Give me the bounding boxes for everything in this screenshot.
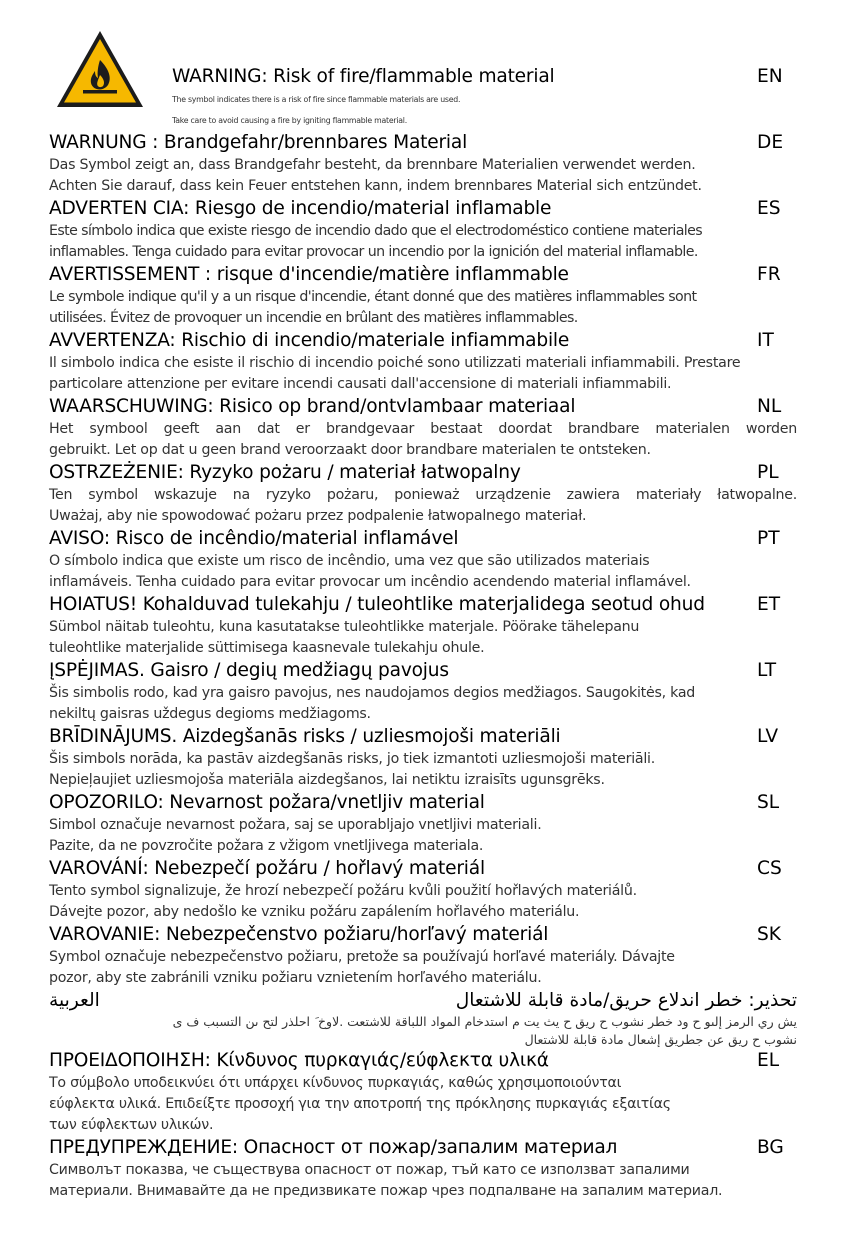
body-line: Uważaj, aby nie spowodować pożaru przez podpalenie łatwopalnego materiał. xyxy=(49,508,587,524)
body-line: Tento symbol signalizuje, že hrozí nebezpečí požáru kvůli použití hořlavých materiálů. xyxy=(49,883,637,899)
language-code: ET xyxy=(757,594,781,615)
body-line: tuleohtlike materjalide süttimisega kaasnevale tulekahju ohule. xyxy=(49,640,485,656)
section-heading xyxy=(49,593,797,617)
section-title: WARNING: Risk of fire/flammable material xyxy=(172,66,555,87)
section-title: AVISO: Risco de incêndio/material inflamável xyxy=(49,528,459,549)
section-heading xyxy=(49,131,797,155)
body-line: Το σύμβολο υποδεικνύει ότι υπάρχει κίνδυνος πυρκαγιάς, καθώς χρησιμοποιούνται xyxy=(49,1075,622,1091)
section-heading xyxy=(49,725,797,749)
language-code: LV xyxy=(757,726,779,747)
section-title: AVERTISSEMENT : risque d'incendie/matière inflammable xyxy=(49,264,569,285)
body-line: Le symbole indique qu'il y a un risque d'incendie, étant donné que des matières inflammables sont xyxy=(49,289,697,305)
warning-section-nl xyxy=(49,395,797,461)
section-heading xyxy=(49,1136,797,1160)
section-body xyxy=(49,947,797,989)
section-body xyxy=(49,221,797,263)
warning-section-it xyxy=(49,329,797,395)
language-code: EL xyxy=(757,1050,780,1071)
section-title: VAROVANIE: Nebezpečenstvo požiaru/horľavý materiál xyxy=(49,924,549,945)
body-line: نشوب ح ريق عن جطريق إشعال مادة قابلة للاشتعال xyxy=(524,1032,797,1047)
body-line: материали. Внимавайте да не предизвикате пожар чрез подпалване на запалим материал. xyxy=(49,1183,723,1199)
body-line: Take care to avoid causing a fire by igniting flammable material. xyxy=(172,116,407,125)
section-title: BRĪDINĀJUMS. Aizdegšanās risks / uzliesmojoši materiāli xyxy=(49,726,561,747)
section-heading xyxy=(49,461,797,485)
body-line: Das Symbol zeigt an, dass Brandgefahr besteht, da brennbare Materialien verwendet werden. xyxy=(49,157,696,173)
warning-section-ar xyxy=(49,989,797,1049)
warning-section-lv xyxy=(49,725,797,791)
language-code: PL xyxy=(757,462,779,483)
section-body xyxy=(49,749,797,791)
warning-section-et xyxy=(49,593,797,659)
language-code: NL xyxy=(757,396,782,417)
language-code: EN xyxy=(757,66,783,87)
section-title: HOIATUS! Kohalduvad tulekahju / tuleohtlike materjalidega seotud ohud xyxy=(49,594,705,615)
language-code: CS xyxy=(757,858,782,879)
body-line: Het symbool geeft aan dat er brandgevaar bestaat doordat brandbare materialen worden xyxy=(49,421,797,437)
warning-section-sk xyxy=(49,923,797,989)
warning-section-es xyxy=(49,197,797,263)
section-title: AVVERTENZA: Rischio di incendio/materiale infiammabile xyxy=(49,330,570,351)
section-title: ΠΡΟΕΙΔΟΠΟΙΗΣΗ: Κίνδυνος πυρκαγιάς/εύφλεκτα υλικά xyxy=(49,1050,549,1071)
body-line: Il simbolo indica che esiste il rischio di incendio poiché sono utilizzati materiali infiammabili. Prestare xyxy=(49,355,741,371)
section-title: WARNUNG : Brandgefahr/brennbares Material xyxy=(49,132,468,153)
language-code: العربية xyxy=(49,990,100,1011)
warning-section-el xyxy=(49,1049,797,1136)
body-line: utilisées. Évitez de provoquer un incendie en brûlant des matières inflammables. xyxy=(49,310,578,326)
section-title: ĮSPĖJIMAS. Gaisro / degių medžiagų pavojus xyxy=(49,660,449,681)
body-line: The symbol indicates there is a risk of fire since flammable materials are used. xyxy=(172,95,461,104)
section-title: تحذير: خطر اندلاع حريق/مادة قابلة للاشتعال xyxy=(455,990,797,1011)
body-line: των εύφλεκτων υλικών. xyxy=(49,1117,214,1133)
warning-section-en xyxy=(49,28,797,131)
section-heading xyxy=(49,857,797,881)
section-body xyxy=(49,155,797,197)
body-line: εύφλεκτα υλικά. Επιδείξτε προσοχή για την αποτροπή της πρόκλησης πυρκαγιάς εξαιτίας xyxy=(49,1096,671,1112)
section-title: ПРЕДУПРЕЖДЕНИЕ: Опасност от пожар/запалим материал xyxy=(49,1137,618,1158)
section-body xyxy=(49,353,797,395)
warning-section-cs xyxy=(49,857,797,923)
section-heading xyxy=(49,1049,797,1073)
section-heading xyxy=(49,263,797,287)
section-title: VAROVÁNÍ: Nebezpečí požáru / hořlavý materiál xyxy=(49,858,485,879)
body-line: Sümbol näitab tuleohtu, kuna kasutatakse tuleohtlikke materjale. Pöörake tähelepanu xyxy=(49,619,640,635)
body-line: O símbolo indica que existe um risco de incêndio, uma vez que são utilizados materiais xyxy=(49,553,650,569)
language-code: BG xyxy=(757,1137,784,1158)
body-line: inflamables. Tenga cuidado para evitar provocar un incendio por la ignición del material inflamable. xyxy=(49,244,698,260)
warning-section-lt xyxy=(49,659,797,725)
language-code: DE xyxy=(757,132,784,153)
section-body xyxy=(49,1073,797,1136)
section-body xyxy=(49,485,797,527)
warning-section-sl xyxy=(49,791,797,857)
body-line: inflamáveis. Tenha cuidado para evitar provocar um incêndio acendendo material inflamável. xyxy=(49,574,691,590)
section-title: OSTRZEŻENIE: Ryzyko pożaru / materiał łatwopalny xyxy=(49,462,521,483)
section-heading xyxy=(172,65,797,89)
section-heading xyxy=(49,197,797,221)
warning-section-pt xyxy=(49,527,797,593)
section-body xyxy=(49,815,797,857)
body-line: Dávejte pozor, aby nedošlo ke vzniku požáru zapálením hořlavého materiálu. xyxy=(49,904,580,920)
section-body xyxy=(49,617,797,659)
section-body xyxy=(49,1160,797,1202)
section-body xyxy=(49,683,797,725)
body-line: Šis simbolis rodo, kad yra gaisro pavojus, nes naudojamos degios medžiagos. Saugokitės, kad xyxy=(49,685,696,701)
body-line: particolare attenzione per evitare incendi causati dall'accensione di materiali infiammabili. xyxy=(49,376,672,392)
body-line: Nepieļaujiet uzliesmojoša materiāla aizdegšanos, lai netiktu izraisīts ugunsgrēks. xyxy=(49,772,605,788)
section-body xyxy=(49,287,797,329)
body-line: pozor, aby ste zabránili vzniku požiaru vznietením horľavého materiálu. xyxy=(49,970,542,986)
section-title: ADVERTEN CIA: Riesgo de incendio/material inflamable xyxy=(49,198,552,219)
body-line: Simbol označuje nevarnost požara, saj se uporabljajo vnetljivi materiali. xyxy=(49,817,542,833)
language-code: FR xyxy=(757,264,781,285)
section-heading xyxy=(49,791,797,815)
section-heading xyxy=(49,329,797,353)
warning-section-bg xyxy=(49,1136,797,1202)
body-line: gebruikt. Let op dat u geen brand veroorzaakt door brandbare materialen te ontsteken. xyxy=(49,442,651,458)
body-line: Šis simbols norāda, ka pastāv aizdegšanās risks, jo tiek izmantoti uzliesmojoši materiāli. xyxy=(49,751,655,767)
language-code: ES xyxy=(757,198,781,219)
warning-section-fr xyxy=(49,263,797,329)
section-heading xyxy=(49,923,797,947)
section-body xyxy=(49,881,797,923)
body-line: Pazite, da ne povzročite požara z vžigom vnetljivega materiala. xyxy=(49,838,484,854)
section-title: OPOZORILO: Nevarnost požara/vnetljiv material xyxy=(49,792,485,813)
body-line: Ten symbol wskazuje na ryzyko pożaru, ponieważ urządzenie zawiera materiały łatwopalne. xyxy=(49,487,797,503)
body-line: Este símbolo indica que existe riesgo de incendio dado que el electrodoméstico contiene materiales xyxy=(49,223,703,239)
section-heading xyxy=(49,659,797,683)
body-line: Символът показва, че съществува опасност от пожар, тъй като се използват запалими xyxy=(49,1162,690,1178)
section-heading xyxy=(49,989,797,1013)
body-line: يش ري الرمز إلىو ح ود خطر نشوب ح ريق ح يث يت م استدخام المواد اللباقة للاشتعت .لاوخ َ احلذر لتح ىن التسبب ف ى xyxy=(172,1014,797,1029)
body-line: Achten Sie darauf, dass kein Feuer entstehen kann, indem brennbares Material sich entzündet. xyxy=(49,178,702,194)
section-title: WAARSCHUWING: Risico op brand/ontvlambaar materiaal xyxy=(49,396,576,417)
section-body xyxy=(49,419,797,461)
body-line: nekiltų gaisras uždegus degioms medžiagoms. xyxy=(49,706,371,722)
section-heading xyxy=(49,395,797,419)
section-body xyxy=(49,1013,797,1049)
section-body xyxy=(172,89,797,131)
warning-section-de xyxy=(49,131,797,197)
body-line: Symbol označuje nebezpečenstvo požiaru, pretože sa používajú horľavé materiály. Dávajte xyxy=(49,949,675,965)
section-body xyxy=(49,551,797,593)
language-code: PT xyxy=(757,528,780,549)
language-code: LT xyxy=(757,660,777,681)
section-heading xyxy=(49,527,797,551)
language-code: IT xyxy=(757,330,774,351)
language-code: SK xyxy=(757,924,781,945)
language-code: SL xyxy=(757,792,780,813)
warning-section-pl xyxy=(49,461,797,527)
warning-document xyxy=(49,28,797,1202)
